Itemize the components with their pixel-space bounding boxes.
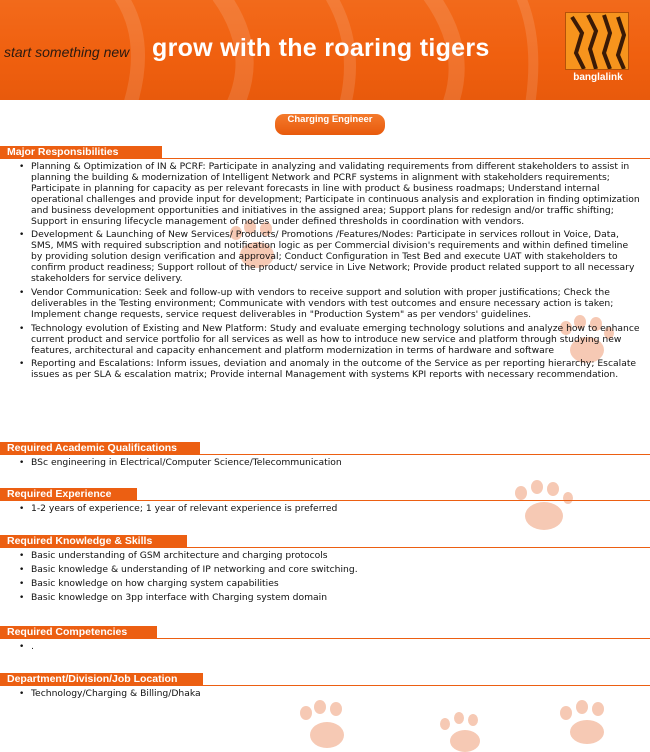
list-item: • Basic knowledge on 3pp interface with Charging system domain (31, 593, 640, 604)
list-item: • 1-2 years of experience; 1 year of relevant experience is preferred (31, 504, 640, 515)
section-heading: Major Responsibilities (0, 146, 162, 159)
tagline-roaring-tigers: grow with the roaring tigers (152, 34, 490, 62)
section-divider (0, 158, 650, 159)
section-required-competencies (0, 626, 650, 656)
section-heading: Required Competencies (0, 626, 157, 639)
section-heading: Required Knowledge & Skills (0, 535, 187, 548)
section-header (0, 626, 650, 639)
bullet-list (0, 689, 650, 700)
section-heading: Department/Division/Job Location (0, 673, 203, 686)
tiger-stripes-icon (565, 12, 629, 70)
section-knowledge-skills (0, 535, 650, 607)
list-item: • BSc engineering in Electrical/Computer Science/Telecommunication (31, 458, 640, 469)
section-heading: Required Experience (0, 488, 137, 501)
section-divider (0, 500, 650, 501)
tagline-start-something-new: start something new (4, 44, 130, 60)
section-divider (0, 454, 650, 455)
section-job-location (0, 673, 650, 703)
list-item: • Development & Launching of New Services/ Products/ Promotions /Features/Nodes: Participate in services rollout in Voice, Data, SMS, MMS with required subscription and notification logic as per Commercial division's requirements and within defined timeline by providing solution design verification and approval; Conduct Configuration in Test Bed and execute UAT with stakeholders to confirm product readiness; Support rollout of the product/ service in Live Network; Provide product related support to all necessary stakeholders for service delivery. (31, 230, 640, 285)
section-academic-qualifications (0, 442, 650, 472)
brand-name: banglalink (573, 72, 623, 83)
section-header (0, 673, 650, 686)
bullet-list (0, 551, 650, 604)
job-title-badge: Charging Engineer (275, 114, 385, 135)
list-item: • Planning & Optimization of IN & PCRF: Participate in analyzing and validating requirements from different stakeholders to assist in planning the building & modernization of Intelligent Network and PCRF systems in alignment with stakeholders requirements; Participate in planning for capacity as per relevant forecasts in line with product & business roadmaps; Understand internal operational challenges and provide input for development; Participate in continuous analysis and exploration in finding optimization and business development opportunities and initiatives in the assigned area; Support plans for redesign and/or traffic shifting; Support in ensuring lifecycle management of nodes under defined thresholds in coordination with vendors. (31, 162, 640, 227)
section-header (0, 535, 650, 548)
bullet-list (0, 642, 650, 653)
section-major-responsibilities (0, 146, 650, 384)
section-required-experience (0, 488, 650, 518)
section-header (0, 146, 650, 159)
list-item: • Basic knowledge & understanding of IP networking and core switching. (31, 565, 640, 576)
bullet-list (0, 504, 650, 515)
section-divider (0, 638, 650, 639)
bullet-list (0, 162, 650, 381)
bullet-list (0, 458, 650, 469)
section-header (0, 442, 650, 455)
list-item: • Reporting and Escalations: Inform issues, deviation and anomaly in the outcome of the Service as per reporting hierarchy; Escalate issues as per SLA & escalation matrix; Provide internal Management with systems KPI reports with necessary recommendation. (31, 359, 640, 381)
list-item: • Vendor Communication: Seek and follow-up with vendors to receive support and solution with proper justifications; Check the deliverables in the Testing environment; Communicate with vendors with test outcomes and ensure necessary action is taken; Implement change requests, service request deliverables in "Production System" as per vendors' guidelines. (31, 288, 640, 321)
list-item: • Basic knowledge on how charging system capabilities (31, 579, 640, 590)
list-item: • Basic understanding of GSM architecture and charging protocols (31, 551, 640, 562)
section-heading: Required Academic Qualifications (0, 442, 200, 455)
section-divider (0, 547, 650, 548)
list-item: • Technology/Charging & Billing/Dhaka (31, 689, 640, 700)
list-item: • . (31, 642, 640, 653)
list-item: • Technology evolution of Existing and New Platform: Study and evaluate emerging technology solutions and analyze how to enhance current product and service portfolio for all services as well as how to introduce new service and platform through studying new features, architectural and capacity enhancement and platform modernization in terms of hardware and software (31, 324, 640, 357)
section-header (0, 488, 650, 501)
section-divider (0, 685, 650, 686)
header-banner (0, 0, 650, 100)
banglalink-logo (565, 12, 629, 92)
